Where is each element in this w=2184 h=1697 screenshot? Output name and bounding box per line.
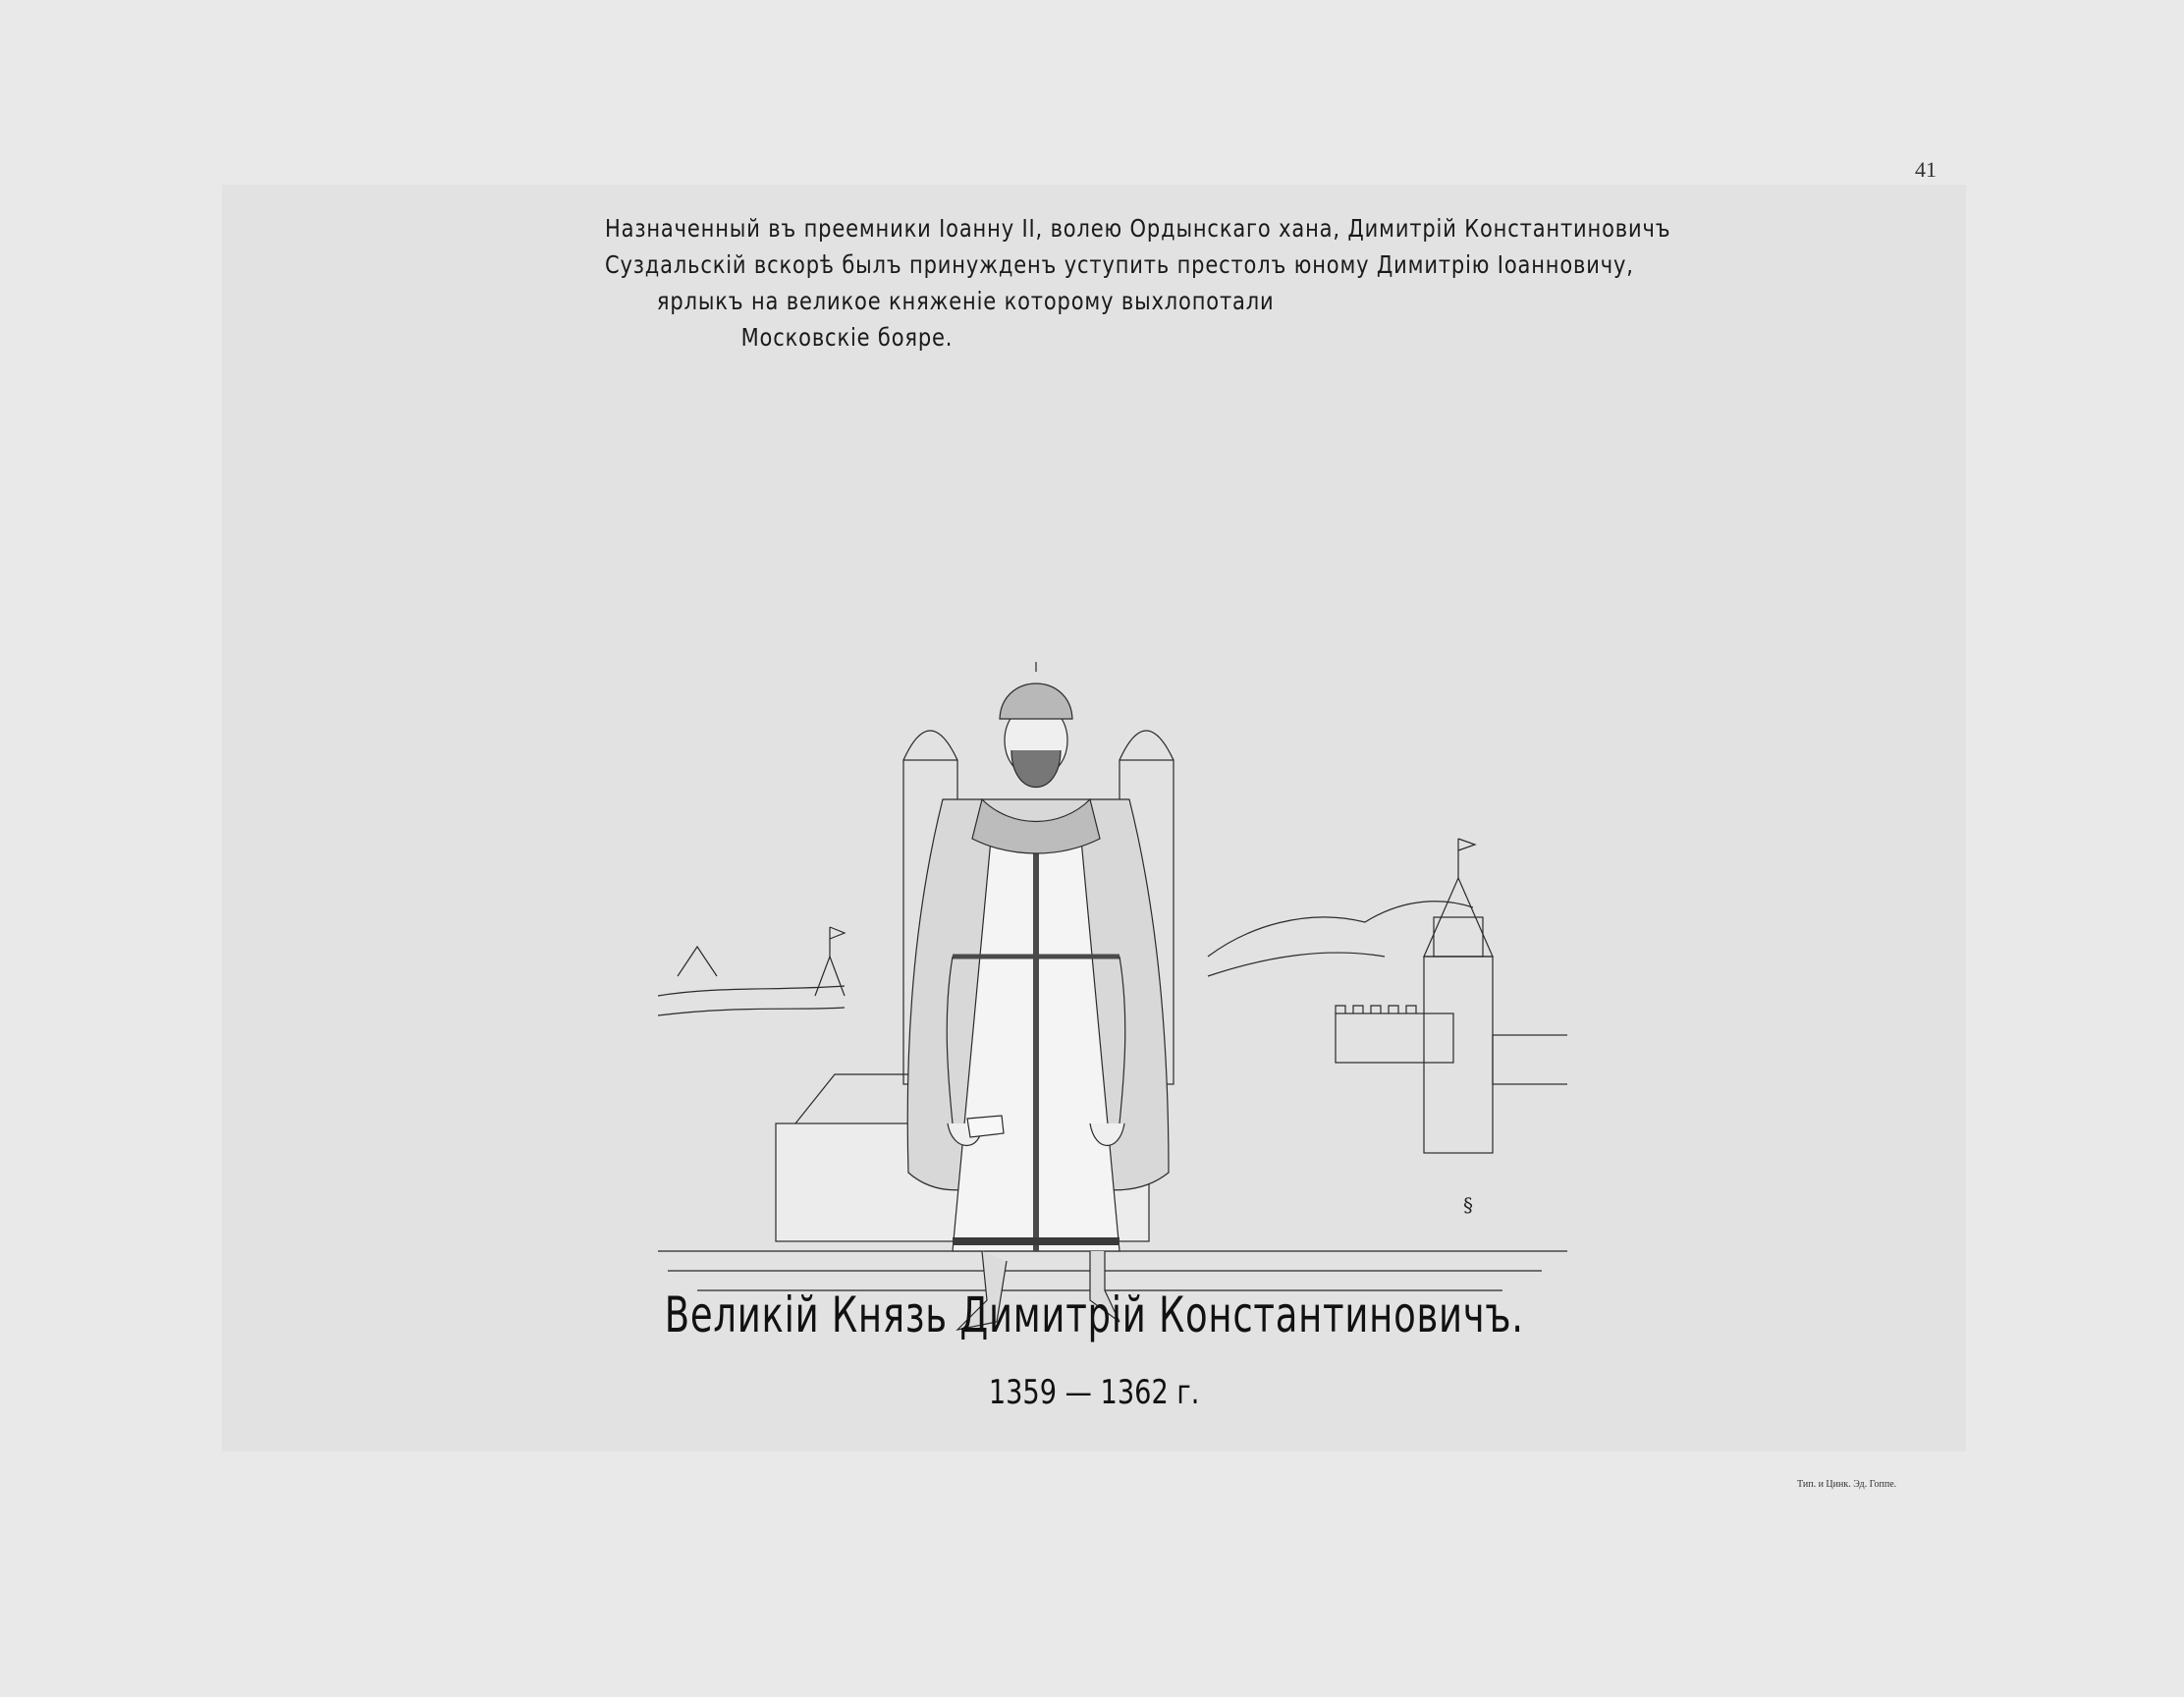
plate [222, 185, 1966, 1451]
caption-line: Московскіе бояре. [740, 323, 954, 352]
title [222, 1286, 1966, 1343]
dates [222, 1373, 1966, 1412]
engraving-illustration [658, 662, 1567, 1385]
caption-line: ярлыкъ на великое княженіе которому выхлопотали [656, 287, 1275, 315]
caption-line: Суздальскій вскорѣ былъ принужденъ уступить престолъ юному Димитрію Іоанновичу, [605, 250, 1634, 279]
title-text: Великій Князь Димитрій Константиновичъ. [664, 1286, 1524, 1343]
caption [605, 210, 1671, 356]
svg-text:§: § [1463, 1193, 1473, 1217]
printer-credit: Тип. и Цинк. Эд. Гоппе. [1797, 1479, 1897, 1490]
dates-text: 1359 — 1362 г. [988, 1373, 1200, 1412]
page-number: 41 [1915, 157, 1937, 182]
caption-line: Назначенный въ преемники Іоанну II, волею Ордынскаго хана, Димитрій Константиновичъ [605, 214, 1671, 243]
